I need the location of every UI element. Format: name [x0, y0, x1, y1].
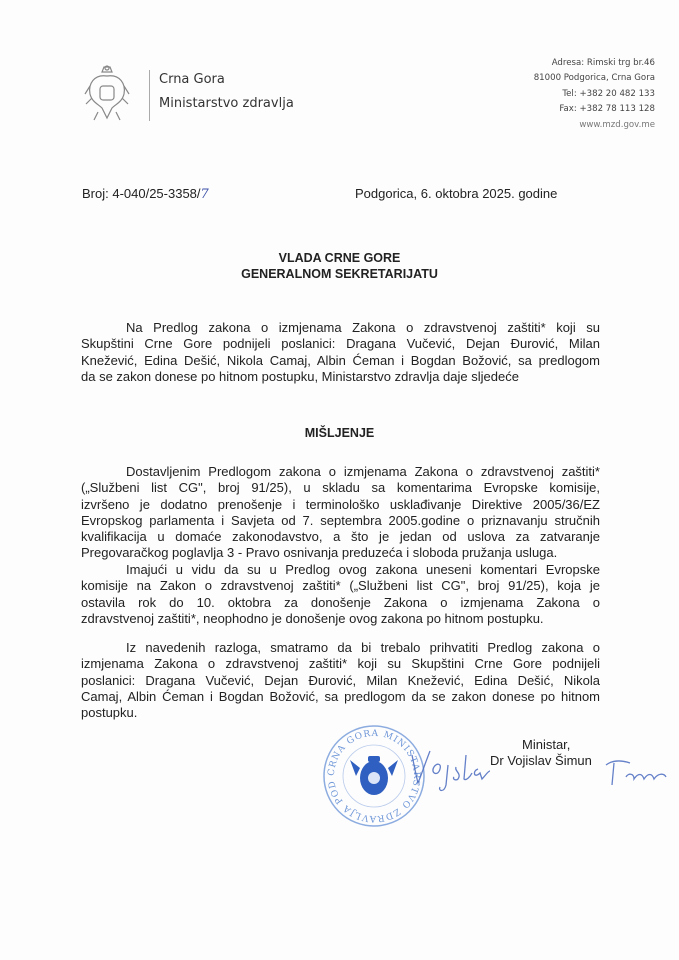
recipient-line: GENERALNOM SEKRETARIJATU: [241, 267, 438, 281]
text-line: postupku.: [81, 705, 138, 721]
address-line: Adresa: Rimski trg br.46: [551, 58, 655, 68]
opinion-title: MIŠLJENJE: [304, 426, 375, 440]
text-line: Camaj, Albin Ćeman i Bogdan Božović, sa predlogom da se zakon donese po hitnom: [81, 688, 600, 704]
body-paragraph-2: [81, 562, 600, 627]
recipient-line: VLADA CRNE GORE: [278, 251, 401, 265]
text-line: izvršeno je dodatno prenošenje i terminološko usklađivanje Direktive 2005/36/EZ: [81, 496, 600, 512]
text-line: kvalifikacija u domaće zakonodavstvo, a što je jedan od uslova za zatvaranje: [81, 529, 600, 545]
text-line: („Službeni list CG", broj 91/25), u skladu sa komentarima Evropske komisije,: [81, 480, 600, 496]
recipient-heading: [0, 250, 679, 282]
text-line: Dostavljenim Predlogom zakona o izmjenama Zakona o zdravstvenoj zaštiti*: [126, 464, 600, 479]
handwritten-suffix: 7: [200, 187, 209, 202]
text-line: izmjenama Zakona o zdravstvenoj zaštiti* koji su Skupštini Crne Gore podnijeli: [81, 656, 600, 672]
body-paragraph-1: [81, 464, 600, 562]
coat-of-arms-logo: [84, 64, 130, 122]
text-line: Imajući u vidu da su u Predlog ovog zakona uneseni komentari Evropske: [126, 562, 600, 577]
reference-number: [82, 186, 209, 202]
text-line: Skupštini Crne Gore podnijeli poslanici: Dragana Vučević, Dejan Đurović, Milan: [81, 336, 600, 352]
conclusion-paragraph: [81, 640, 600, 721]
address-line: 81000 Podgorica, Crna Gora: [533, 73, 655, 84]
ministry-name: Ministarstvo zdravlja: [159, 96, 294, 111]
text-line: da se zakon donese po hitnom postupku, Ministarstvo zdravlja daje sljedeće: [81, 368, 519, 384]
website-link[interactable]: www.mzd.gov.me: [579, 119, 655, 130]
reference-number-text: Broj: 4-040/25-3358/: [82, 186, 201, 201]
header-divider: [149, 70, 150, 121]
intro-paragraph: [81, 320, 600, 385]
signatory-name: Dr Vojislav Šimun: [490, 753, 592, 768]
phone: Tel: +382 20 482 133: [562, 88, 655, 99]
signatory-title: Ministar,: [522, 737, 571, 752]
text-line: poslanici: Dragana Vučević, Dejan Đurović, Milan Knežević, Edina Dešić, Nikola: [81, 672, 600, 688]
document-date: Podgorica, 6. oktobra 2025. godine: [355, 186, 558, 201]
text-line: komisije na Zakon o zdravstvenoj zaštiti* („Službeni list CG", broj 91/25), koja je: [81, 578, 600, 594]
fax: Fax: +382 78 113 128: [559, 104, 655, 115]
text-line: zdravstvenoj zaštiti*, neophodno je donošenje ovog zakona po hitnom postupku.: [81, 610, 544, 626]
text-line: Knežević, Edina Dešić, Nikola Camaj, Albin Ćeman i Bogdan Božović, sa predlogom: [81, 352, 600, 368]
text-line: Na Predlog zakona o izmjenama Zakona o zdravstvenoj zaštiti* koji su: [126, 320, 600, 335]
text-line: Pregovaračkog poglavlja 3 - Pravo osnivanja preduzeća i sloboda pružanja usluga.: [81, 545, 558, 561]
text-line: ostavila rok do 10. oktobra za donošenje Zakona o izmjenama Zakona o: [81, 594, 600, 610]
stamp-text: CRNA GORA MINISTARSTVO ZDRAVLJA POD: [326, 728, 422, 824]
text-line: Evropskog parlamenta i Savjeta od 7. septembra 2005.godine o priznavanju stručnih: [81, 512, 600, 528]
handwritten-signature: [408, 745, 678, 795]
country-name: Crna Gora: [159, 72, 225, 87]
text-line: Iz navedenih razloga, smatramo da bi trebalo prihvatiti Predlog zakona o: [126, 640, 600, 655]
contact-address-block: [534, 56, 655, 133]
